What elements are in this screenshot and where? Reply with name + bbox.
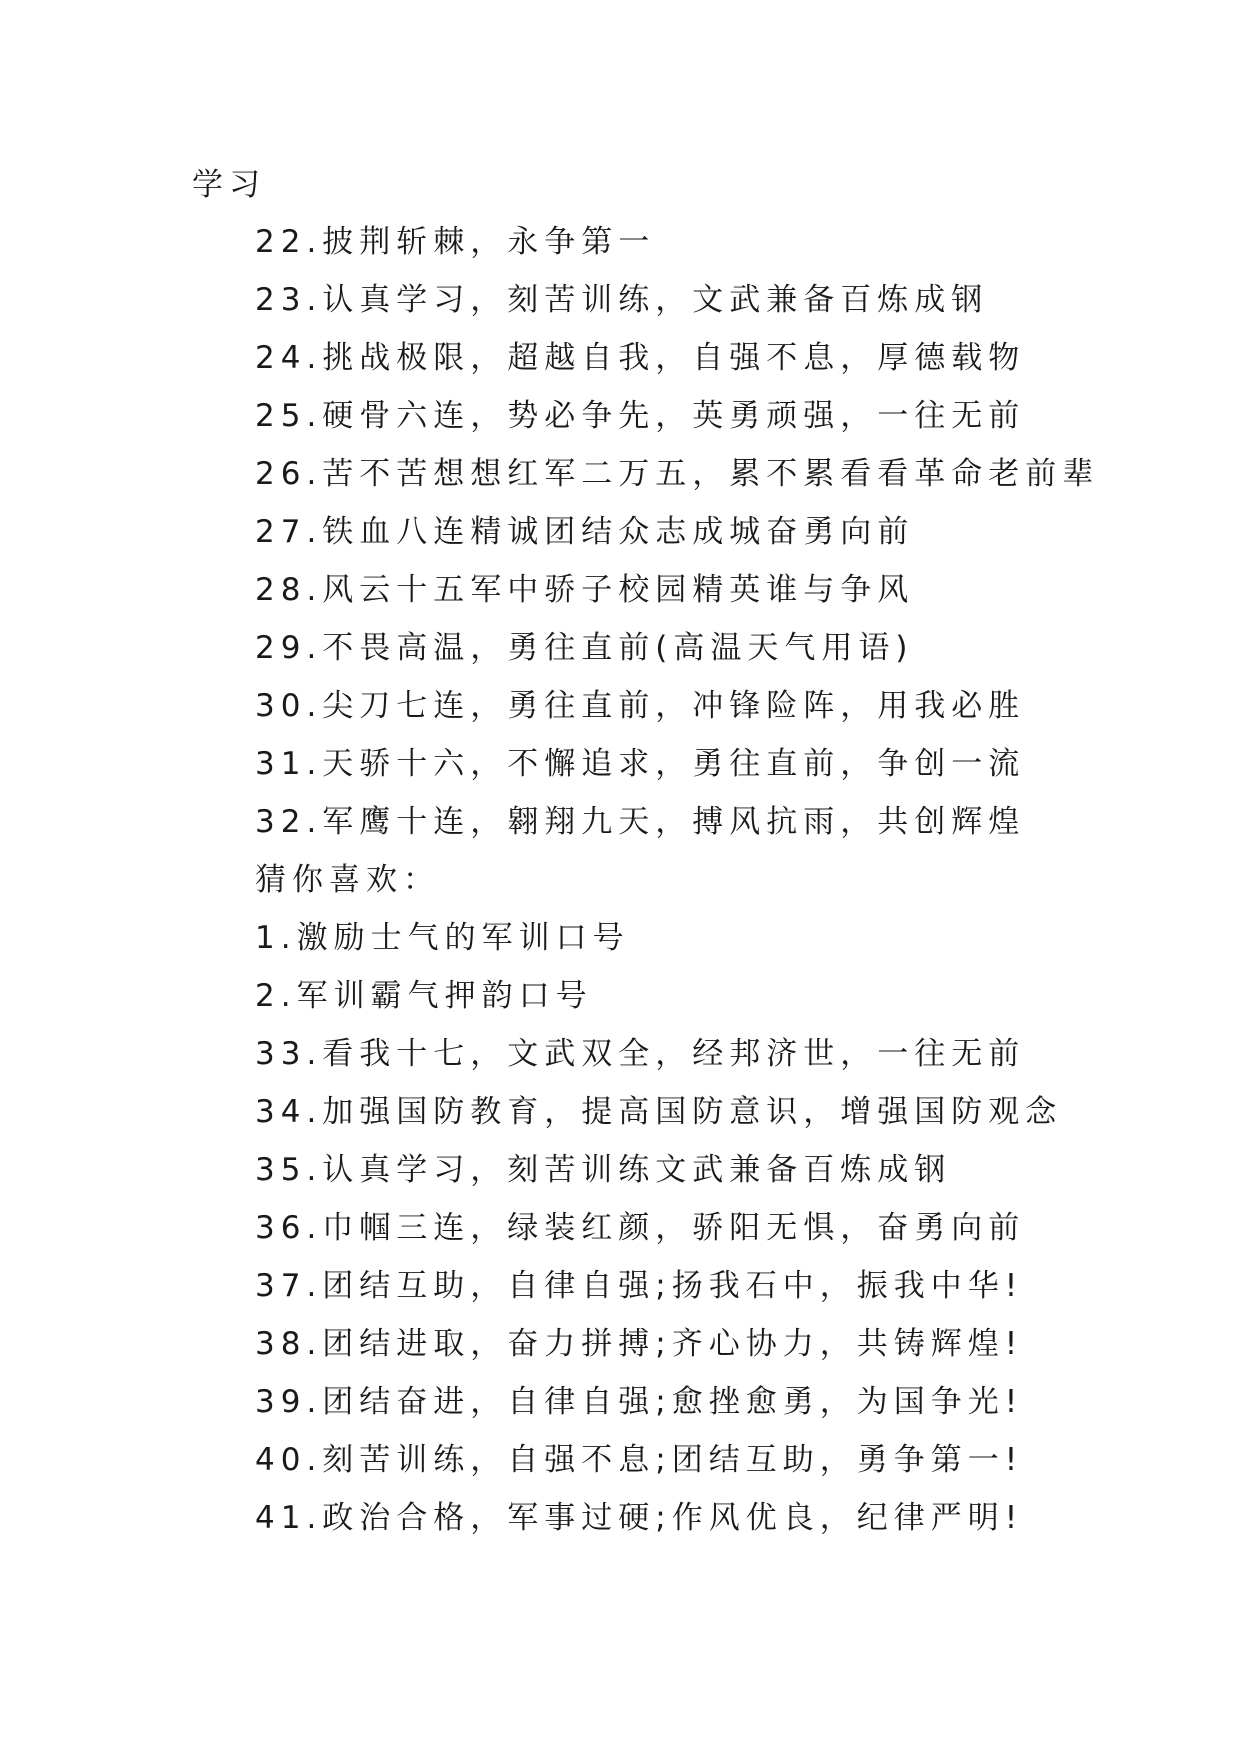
list-item: 27.铁血八连精诚团结众志成城奋勇向前: [255, 514, 915, 550]
list-item: 38.团结进取，奋力拼搏;齐心协力，共铸辉煌!: [255, 1326, 1024, 1362]
list-item: 28.风云十五军中骄子校园精英谁与争风: [255, 572, 915, 608]
list-item: 31.天骄十六，不懈追求，勇往直前，争创一流: [255, 746, 1026, 782]
list-item: 22.披荆斩棘，永争第一: [255, 224, 656, 260]
list-item: 29.不畏高温，勇往直前(高温天气用语): [255, 630, 914, 666]
continuation-text: 学习: [192, 167, 266, 203]
list-item: 35.认真学习，刻苦训练文武兼备百炼成钢: [255, 1152, 952, 1188]
recommend-link[interactable]: 2.军训霸气押韵口号: [255, 978, 593, 1014]
recommend-heading: 猜你喜欢：: [255, 862, 440, 898]
list-item: 24.挑战极限，超越自我，自强不息，厚德载物: [255, 340, 1026, 376]
list-item: 34.加强国防教育，提高国防意识，增强国防观念: [255, 1094, 1063, 1130]
list-item: 41.政治合格，军事过硬;作风优良，纪律严明!: [255, 1500, 1024, 1536]
list-item: 30.尖刀七连，勇往直前，冲锋险阵，用我必胜: [255, 688, 1026, 724]
list-item: 25.硬骨六连，势必争先，英勇顽强，一往无前: [255, 398, 1026, 434]
list-item: 40.刻苦训练，自强不息;团结互助，勇争第一!: [255, 1442, 1024, 1478]
list-item: 32.军鹰十连，翱翔九天，搏风抗雨，共创辉煌: [255, 804, 1026, 840]
list-item: 33.看我十七，文武双全，经邦济世，一往无前: [255, 1036, 1026, 1072]
list-item: 26.苦不苦想想红军二万五，累不累看看革命老前辈: [255, 456, 1100, 492]
recommend-link[interactable]: 1.激励士气的军训口号: [255, 920, 630, 956]
list-item: 39.团结奋进，自律自强;愈挫愈勇，为国争光!: [255, 1384, 1024, 1420]
list-item: 36.巾帼三连，绿装红颜，骄阳无惧，奋勇向前: [255, 1210, 1026, 1246]
list-item: 37.团结互助，自律自强;扬我石中，振我中华!: [255, 1268, 1024, 1304]
list-item: 23.认真学习，刻苦训练，文武兼备百炼成钢: [255, 282, 989, 318]
